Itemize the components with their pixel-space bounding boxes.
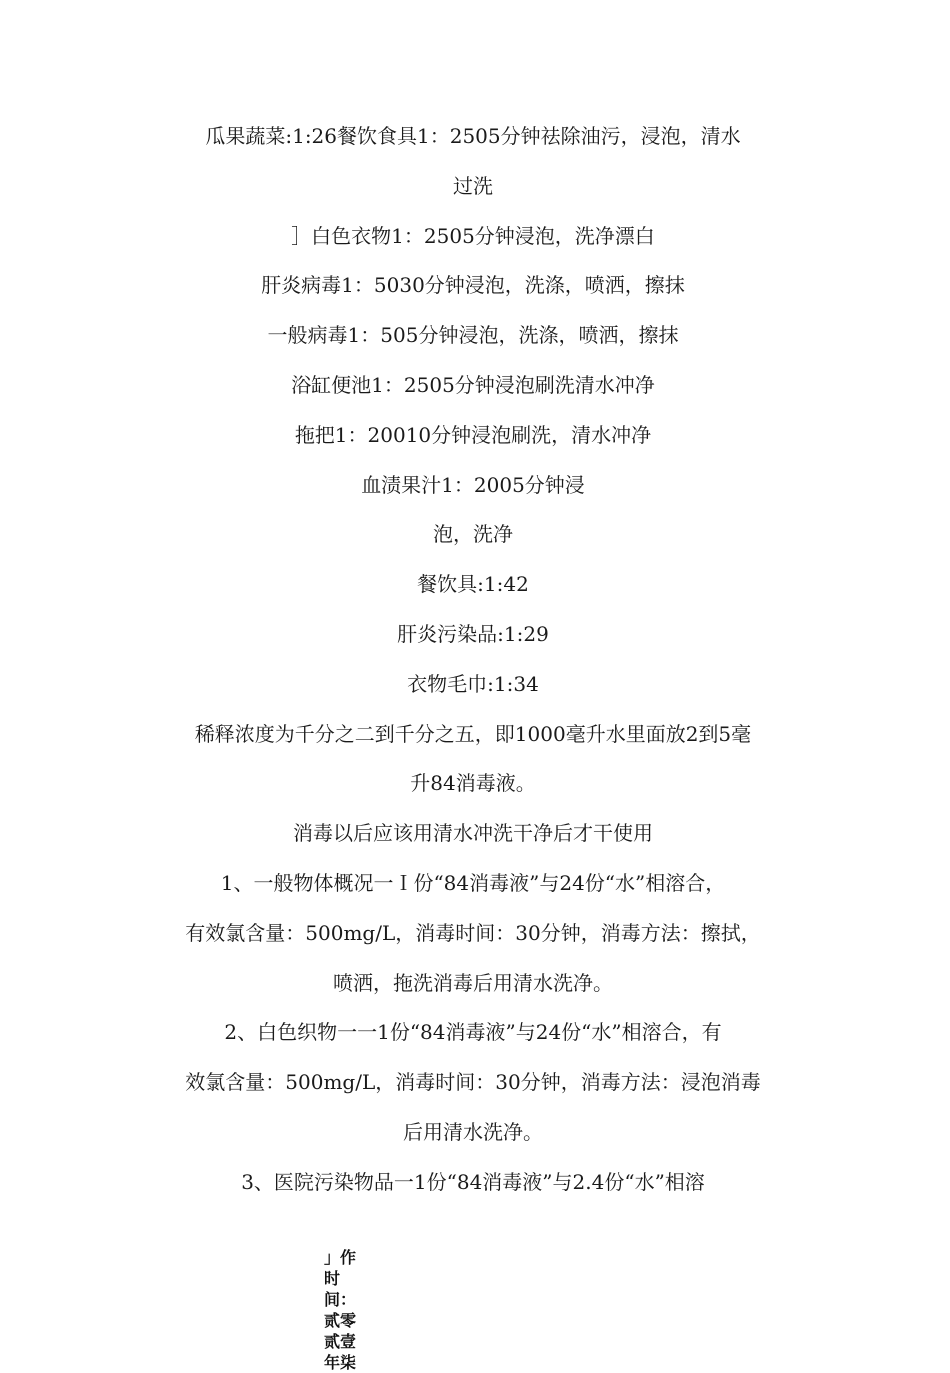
text-line: 稀释浓度为千分之二到千分之五，即1000毫升水里面放2到5毫 — [194, 721, 752, 746]
text-line: 泡，洗净 — [433, 522, 513, 547]
text-line: 后用清水洗净。 — [403, 1119, 543, 1144]
text-line: 拖把1：20010分钟浸泡刷洗，清水冲净 — [294, 422, 652, 447]
text-line: 一般病毒1：505分钟浸泡，洗涤，喷洒，擦抹 — [267, 323, 679, 348]
text-line: 瓜果蔬菜:1:26餐饮食具1：2505分钟祛除油污，浸泡，清水 — [205, 124, 741, 148]
text-line: 浴缸便池1：2505分钟浸泡刷洗清水冲净 — [291, 372, 655, 397]
text-line: 餐饮具:1:42 — [417, 572, 529, 597]
text-line: 消毒以后应该用清水冲洗干净后才干使用 — [293, 821, 653, 846]
text-line: 血渍果汁1：2005分钟浸 — [361, 472, 585, 497]
text-line: 升84消毒液。 — [410, 771, 536, 796]
text-line: 1、一般物体概况一Ｉ份“84消毒液”与24份“水”相溶合， — [220, 870, 726, 895]
text-line: 2、白色织物一一1份“84消毒液”与24份“水”相溶合，有 — [224, 1020, 722, 1045]
footer-stamp: 」作时间：贰零贰壹年柒 — [324, 1248, 357, 1372]
text-line: 3、医院污染物品一1份“84消毒液”与2.4份“水”相溶 — [241, 1169, 705, 1194]
text-line: 肝炎病毒1：5030分钟浸泡，洗涤，喷洒，擦抹 — [261, 273, 685, 298]
text-line: 肝炎污染品:1:29 — [397, 621, 549, 646]
text-line: 效氯含量：500mg/L，消毒时间：30分钟，消毒方法：浸泡消毒 — [185, 1070, 761, 1095]
text-line: 有效氯含量：500mg/L，消毒时间：30分钟，消毒方法：擦拭， — [185, 920, 761, 945]
document-body — [130, 112, 816, 1208]
text-line: 喷洒，拖洗消毒后用清水洗净。 — [333, 970, 613, 995]
text-line: 衣物毛巾:1:34 — [407, 671, 539, 696]
text-line: 过洗 — [453, 173, 493, 198]
text-line: ］白色衣物1：2505分钟浸泡，洗净漂白 — [291, 223, 655, 248]
